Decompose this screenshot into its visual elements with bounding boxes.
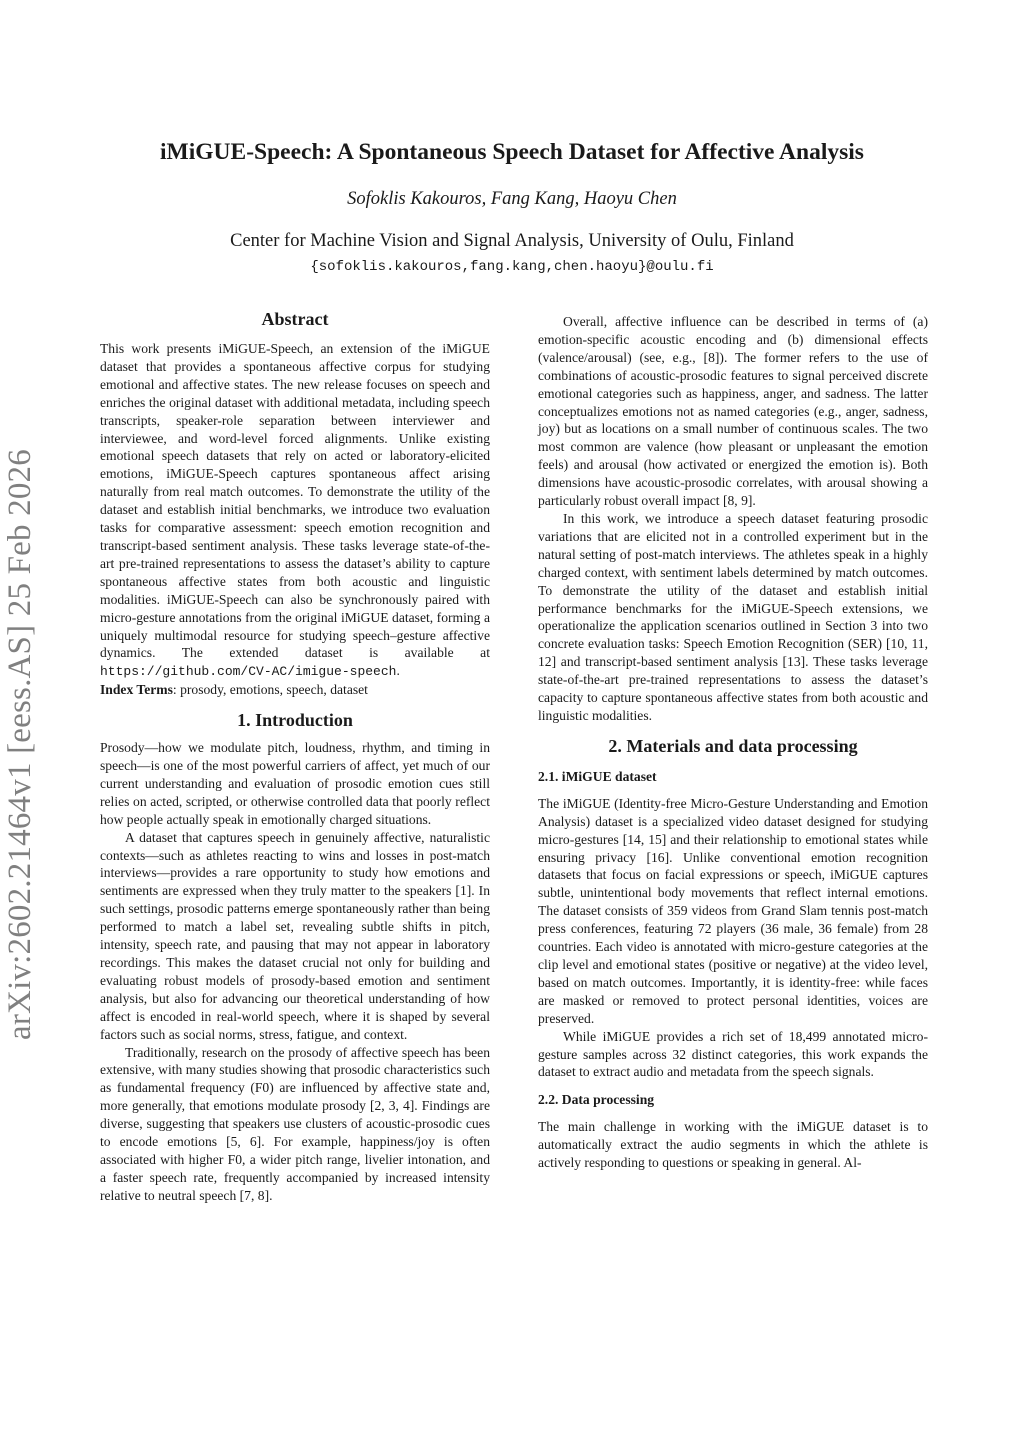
abstract-end-punct: . [396,663,400,679]
left-column [100,307,490,1205]
index-terms-label: Index Terms [100,682,173,698]
data-processing-heading: 2.2. Data processing [538,1092,655,1108]
arxiv-side-identifier: arXiv:2602.21464v1 [eess.AS] 25 Feb 2026 [2,449,38,1040]
author-affiliation: Center for Machine Vision and Signal Analysis, University of Oulu, Finland [230,231,794,251]
imigue-dataset-heading: 2.1. iMiGUE dataset [538,768,657,784]
index-terms [100,681,490,699]
abstract-heading: Abstract [261,309,329,329]
dataset-url-link[interactable]: https://github.com/CV-AC/imigue-speech [100,664,397,680]
data-processing-paragraph: The main challenge in working with the iMiGUE dataset is to automatically extract the audio segments in which the athlete is actively responding to questions or speaking in general. Al- [538,1119,928,1171]
intro-paragraph-5: In this work, we introduce a speech dataset featuring prosodic variations that are elicited not in a controlled experiment but in the natural setting of post-match interviews. The athletes speak in a highly charged context, with sentiment labels determined by match outcomes. To demonstrate the utility of the dataset and establish initial performance benchmarks for the iMiGUE-Speech extensions, we operationalize the application scenarios outlined in Section 3 into two concrete evaluation tasks: Speech Emotion Recognition (SER) [10, 11, 12] and transcript-based sentiment analysis [13]. These tasks leverage state-of-the-art pre-trained representations to assess the dataset’s capacity to capture spontaneous affective states from both acoustic and linguistic modalities. [538,510,928,723]
intro-paragraph-2: A dataset that captures speech in genuinely affective, naturalistic contexts—such as athletes reacting to wins and losses in post-match interviews—provides a rare opportunity to study how emotions and sentiments are expressed when they truly matter to the speakers [1]. In such settings, prosodic patterns emerge spontaneously rather than being performed to match a label set, revealing subtle shifts in pitch, intensity, speech rate, and pausing that may not appear in laboratory recordings. This makes the dataset crucial not only for building and evaluating robust models of prosody-based emotion and sentiment analysis, but also for advancing our theoretical understanding of how affect is encoded in real-world speech, where it is shaped by several factors such as social norms, stress, fatigue, and context. [100,829,490,1042]
abstract-body: This work presents iMiGUE-Speech, an extension of the iMiGUE dataset that provides a spontaneous affective corpus for studying emotional and affective states. The new release focuses on speech and enriches the original dataset with additional metadata, including speech transcripts, speaker-role separation between interviewer and interviewee, and word-level forced alignments. Unlike existing emotional speech datasets that rely on acted or laboratory-elicited emotions, iMiGUE-Speech captures spontaneous affect arising naturally from real match outcomes. To demonstrate the utility of the dataset and establish initial benchmarks, we introduce two evaluation tasks for comparative assessment: speech emotion recognition and transcript-based sentiment analysis. These tasks leverage state-of-the-art pre-trained representations to assess the dataset’s ability to capture spontaneous affective states from both acoustic and linguistic modalities. iMiGUE-Speech can also be synchronously paired with micro-gesture annotations from the original iMiGUE dataset, forming a uniquely multimodal resource for studying speech–gesture affective dynamics. The extended dataset is available at [100,341,490,661]
intro-paragraph-1: Prosody—how we modulate pitch, loudness, rhythm, and timing in speech—is one of the most powerful carriers of affect, yet much of our current understanding and evaluation of prosodic emotion cues still relies on acted, scripted, or otherwise controlled data that poorly reflect how people actually speak in emotionally charged situations. [100,740,490,827]
materials-heading: 2. Materials and data processing [608,735,858,756]
intro-paragraph-3: Traditionally, research on the prosody of affective speech has been extensive, with many studies showing that prosodic characteristics such as fundamental frequency (F0) are influenced by affective state and, more generally, that emotions modulate prosody [2, 3, 4]. Findings are diverse, suggesting that speakers use clusters of acoustic-prosodic cues to encode emotions [5, 6]. For example, happiness/joy is often associated with higher F0, a wider pitch range, livelier intonation, and a faster speech rate, frequently accompanied by increased intensity relative to neutral speech [7, 8]. [100,1044,490,1203]
author-emails: {sofoklis.kakouros,fang.kang,chen.haoyu}@oulu.fi [310,259,714,275]
paper-title: iMiGUE-Speech: A Spontaneous Speech Dataset for Affective Analysis [160,139,864,165]
abstract-text [100,340,490,681]
paper-authors: Sofoklis Kakouros, Fang Kang, Haoyu Chen [347,189,677,209]
introduction-heading: 1. Introduction [237,710,353,731]
intro-paragraph-4: Overall, affective influence can be described in terms of (a) emotion-specific acoustic encoding and (b) dimensional effects (valence/arousal) (see, e.g., [8]). The former refers to the use of combinations of acoustic-prosodic features to signal perceived discrete emotional categories such as happiness, anger, and sadness. The latter conceptualizes emotions not as named categories (e.g., anger, sadness, joy) but as locations on a small number of continuous scales. The two most common are valence (how pleasant or unpleasant the emotion feels) and arousal (how activated or energized the emotion is). Both dimensions have acoustic-prosodic correlates, with arousal showing a particularly robust overall impact [8, 9]. [538,314,928,509]
right-column [538,313,928,1172]
imigue-paragraph-2: While iMiGUE provides a rich set of 18,499 annotated micro-gesture samples across 32 distinct categories, this work expands the dataset to extract audio and metadata from the speech signals. [538,1028,928,1080]
imigue-paragraph-1: The iMiGUE (Identity-free Micro-Gesture Understanding and Emotion Analysis) dataset is a specialized video dataset designed for studying micro-gestures [14, 15] and their relationship to emotional states while ensuring privacy [16]. Unlike conventional emotion recognition datasets that focus on facial expressions or speech, iMiGUE captures subtle, unintentional body movements that reflect internal emotions. The dataset consists of 359 videos from Grand Slam tennis post-match press conferences, featuring 72 players (36 male, 36 female) from 28 countries. Each video is annotated with micro-gesture categories at the clip level and emotional states (positive or negative) at the video level, based on match outcomes. Importantly, it is identity-free: while faces are masked or removed to protect personal identities, voices are preserved. [538,795,928,1026]
index-terms-text: : prosody, emotions, speech, dataset [172,682,368,698]
